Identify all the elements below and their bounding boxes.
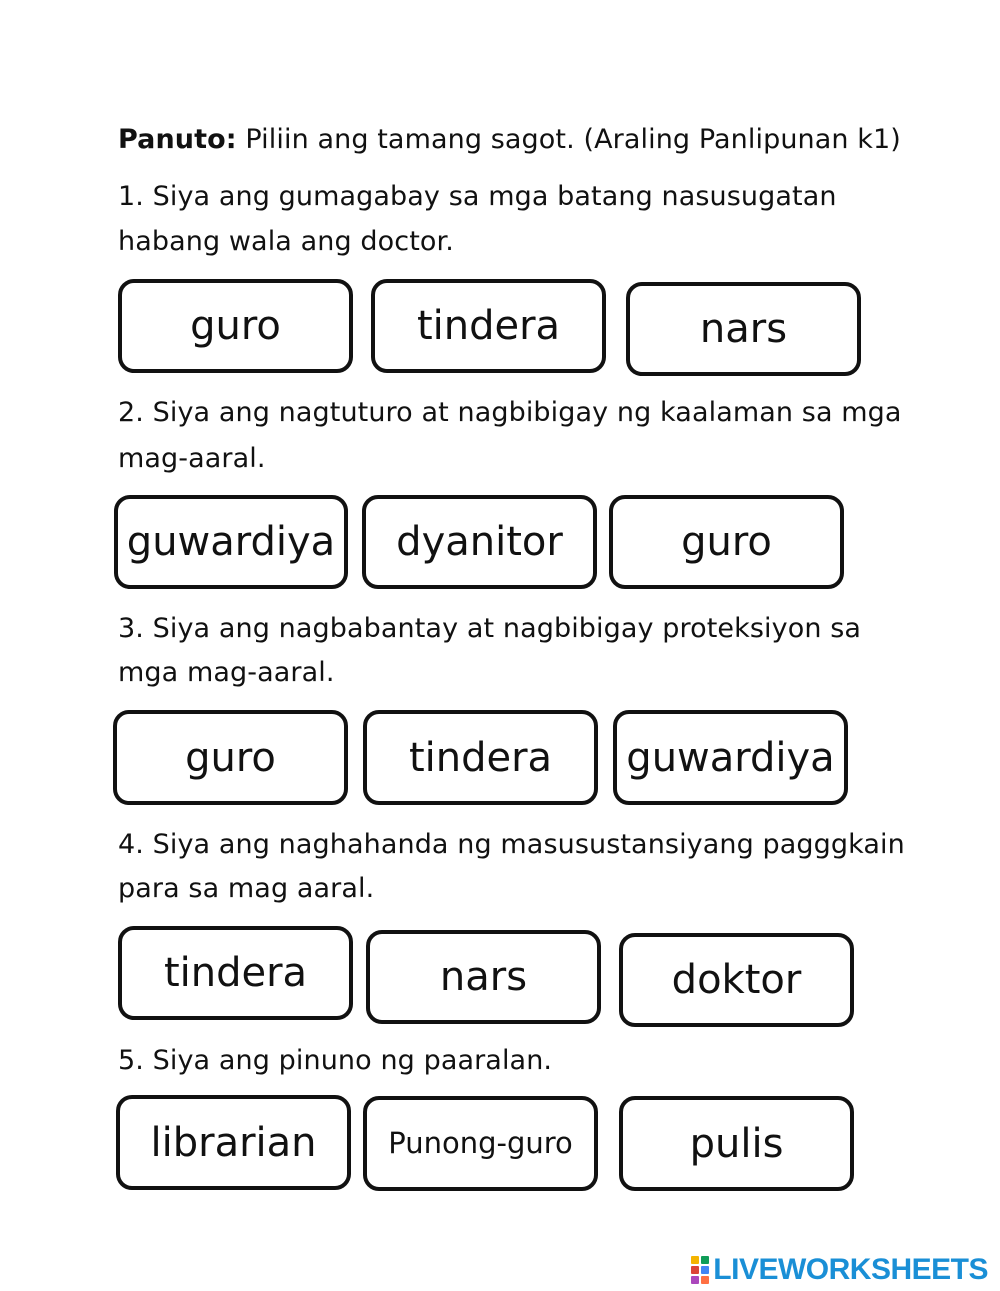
instruction-text: Piliin ang tamang sagot. (Araling Panlipunan k1)	[236, 124, 901, 155]
question-3-line-1: 3. Siya ang nagbabantay at nagbibigay proteksiyon sa	[118, 613, 862, 644]
q4-choice-nars[interactable]: nars	[366, 930, 601, 1024]
q2-choice-guro[interactable]: guro	[609, 495, 844, 589]
q5-choice-pulis[interactable]: pulis	[619, 1096, 854, 1191]
question-1-line-1: 1. Siya ang gumagabay sa mga batang nasusugatan	[118, 181, 837, 212]
liveworksheets-logo	[691, 1253, 988, 1287]
q3-choice-guwardiya[interactable]: guwardiya	[613, 710, 848, 805]
q1-choice-nars[interactable]: nars	[626, 282, 861, 376]
question-5-line-1: 5. Siya ang pinuno ng paaralan.	[118, 1045, 553, 1076]
q1-choice-tindera[interactable]: tindera	[371, 279, 606, 373]
logo-text: LIVEWORKSHEETS	[713, 1253, 988, 1286]
q3-choice-tindera[interactable]: tindera	[363, 710, 598, 805]
logo-mark-tile	[691, 1266, 699, 1274]
logo-mark-tile	[691, 1256, 699, 1264]
logo-mark-tile	[701, 1256, 709, 1264]
logo-mark-tile	[701, 1266, 709, 1274]
q4-choice-doktor[interactable]: doktor	[619, 933, 854, 1027]
instruction	[118, 123, 901, 157]
question-4-line-2: para sa mag aaral.	[118, 873, 375, 904]
logo-mark-tile	[701, 1276, 709, 1284]
question-3-line-2: mga mag-aaral.	[118, 657, 335, 688]
instruction-label: Panuto:	[118, 124, 237, 155]
logo-mark-icon	[691, 1256, 709, 1284]
question-2-line-1: 2. Siya ang nagtuturo at nagbibigay ng kaalaman sa mga	[118, 397, 902, 428]
logo-mark-tile	[691, 1276, 699, 1284]
q5-choice-librarian[interactable]: librarian	[116, 1095, 351, 1190]
q2-choice-guwardiya[interactable]: guwardiya	[114, 495, 348, 589]
question-1-line-2: habang wala ang doctor.	[118, 226, 454, 257]
q5-choice-punong-guro[interactable]: Punong-guro	[363, 1096, 598, 1191]
q1-choice-guro[interactable]: guro	[118, 279, 353, 373]
q4-choice-tindera[interactable]: tindera	[118, 926, 353, 1020]
q3-choice-guro[interactable]: guro	[113, 710, 348, 805]
question-4-line-1: 4. Siya ang naghahanda ng masusustansiyang pagggkain	[118, 829, 905, 860]
q2-choice-dyanitor[interactable]: dyanitor	[362, 495, 597, 589]
question-2-line-2: mag-aaral.	[118, 443, 266, 474]
